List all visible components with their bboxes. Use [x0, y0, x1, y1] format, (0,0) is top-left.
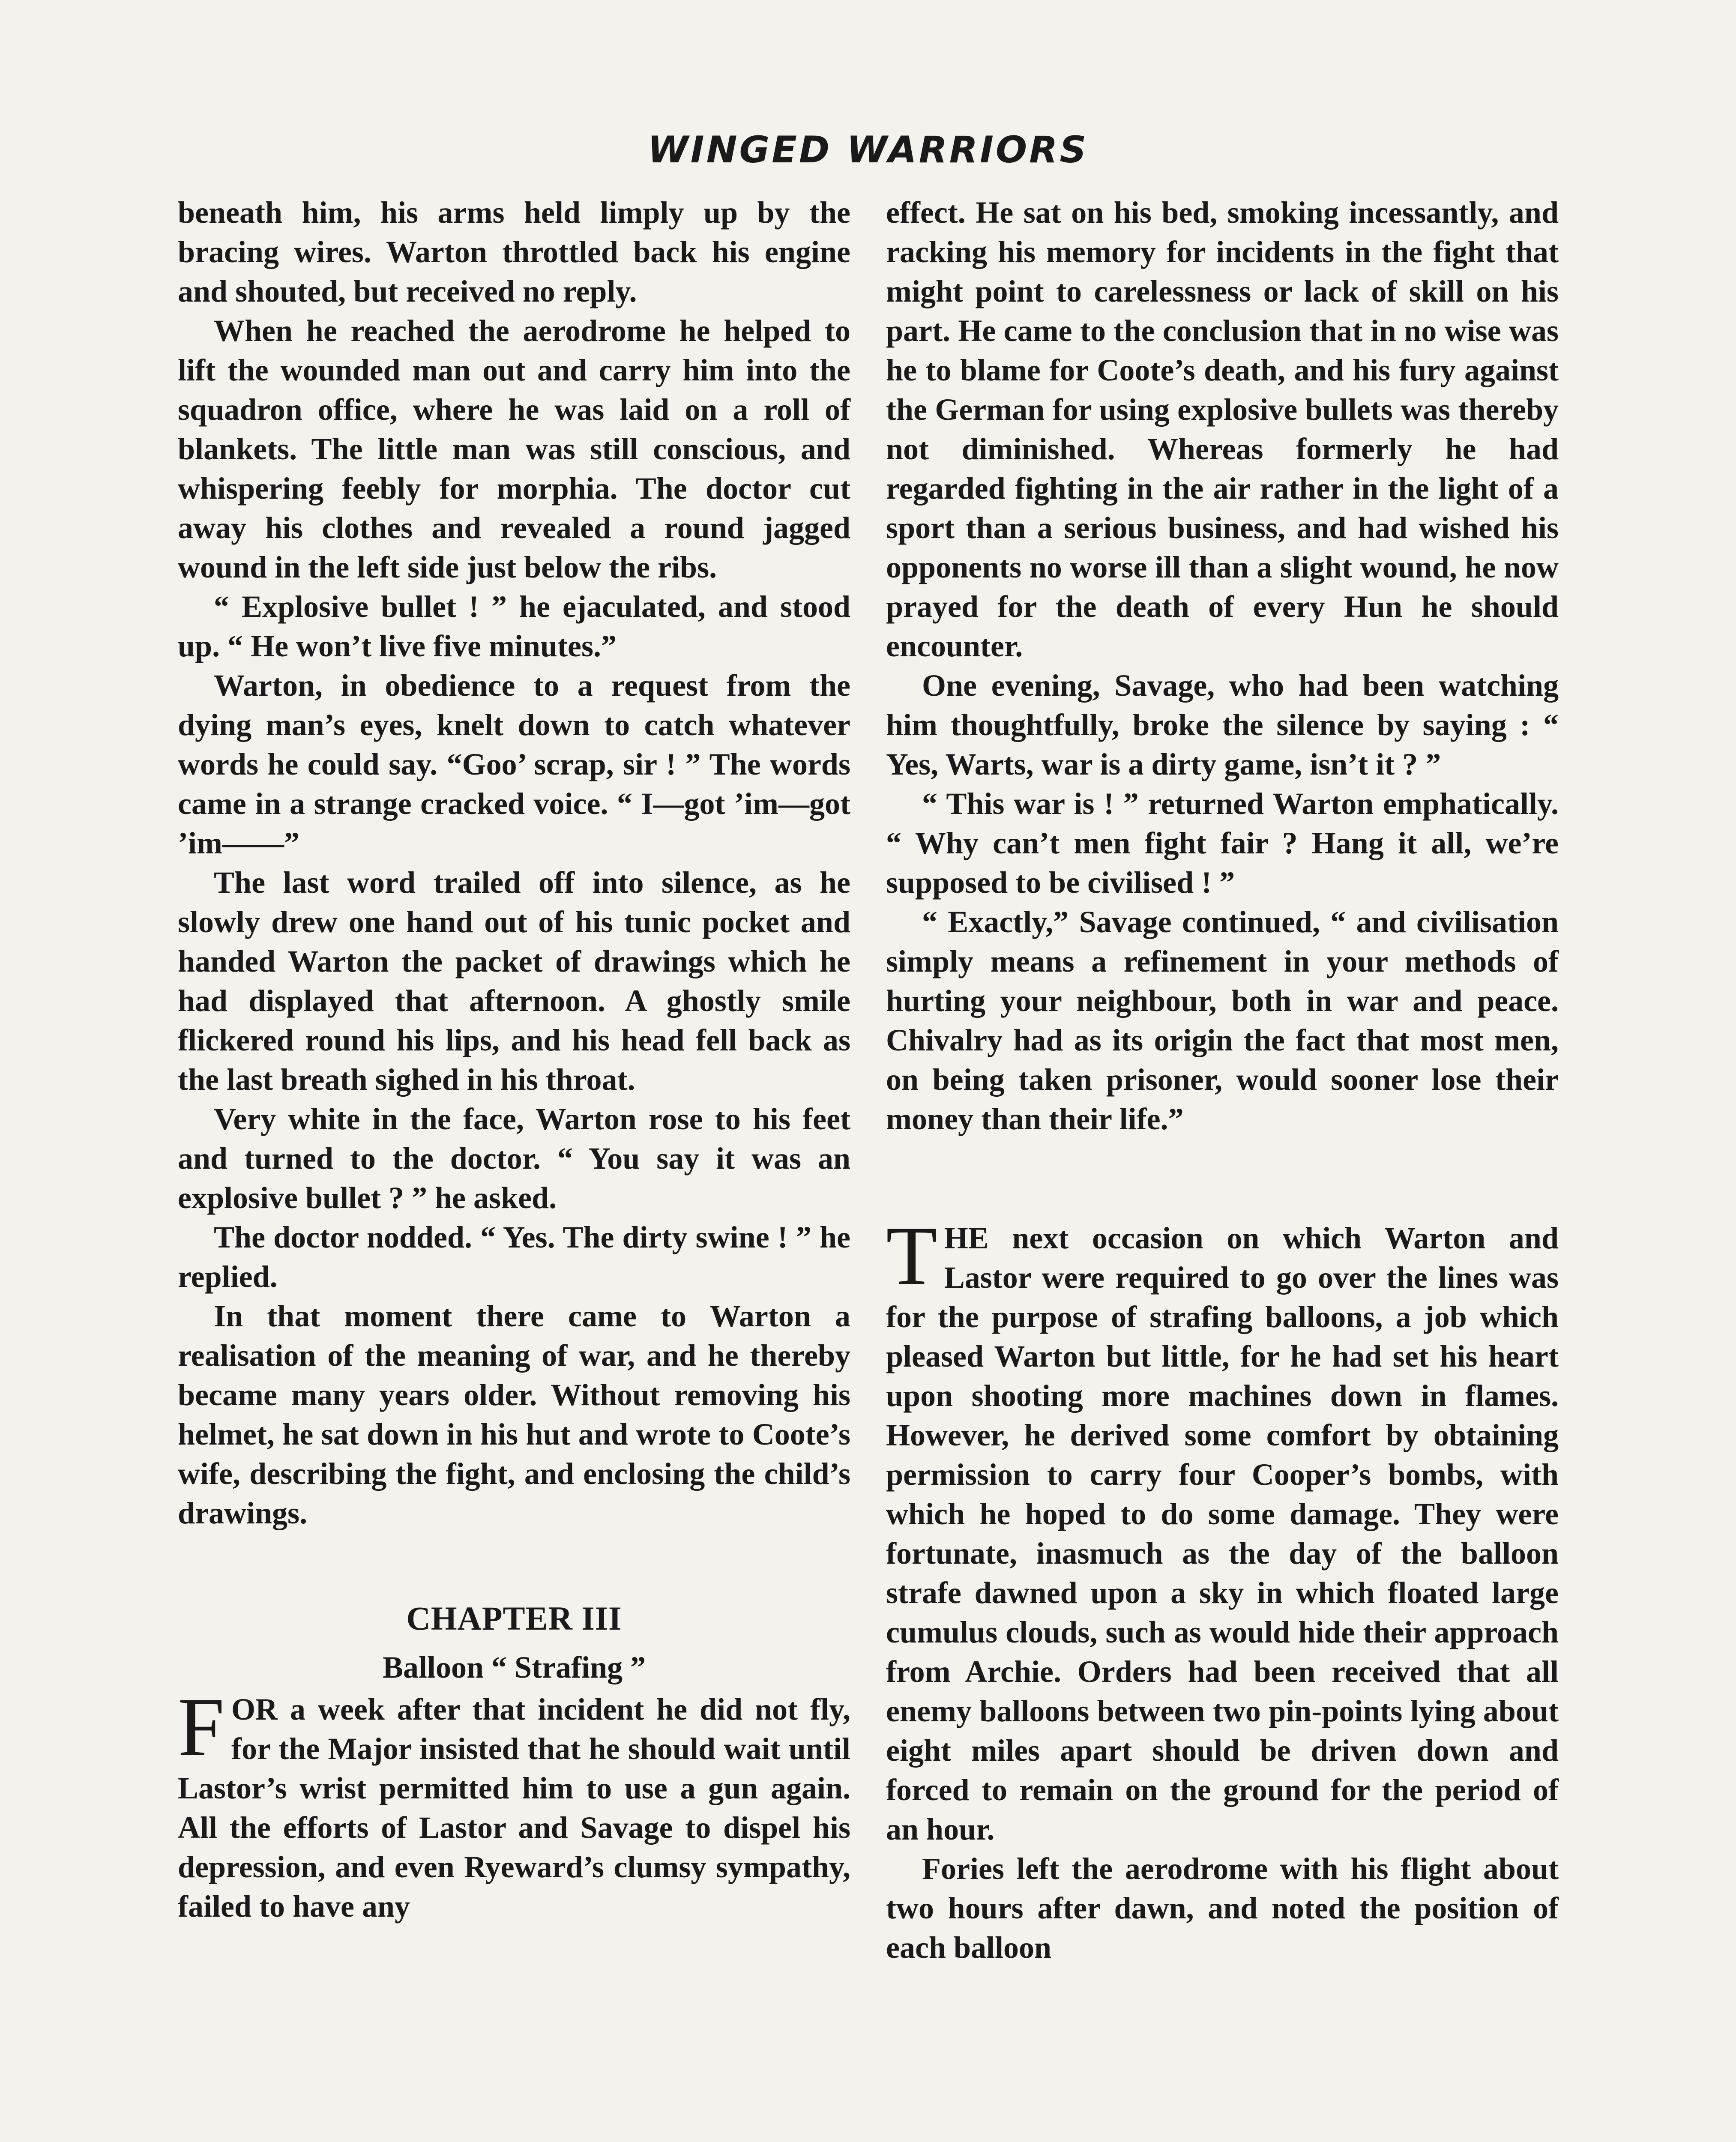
paragraph: “ This war is ! ” returned Warton emphatically. “ Why can’t men fight fair ? Hang it all, we’re supposed to be civilised ! ”	[886, 787, 1559, 900]
paragraph: Very white in the face, Warton rose to his feet and turned to the doctor. “ You say it was an explosive bullet ? ” he asked.	[178, 1102, 850, 1215]
chapter-opening-paragraph	[178, 1681, 850, 1926]
paragraph: The doctor nodded. “ Yes. The dirty swine ! ” he replied.	[178, 1220, 850, 1294]
paragraph: One evening, Savage, who had been watching him thoughtfully, broke the silence by saying : “ Yes, Warts, war is a dirty game, isn’t it ? ”	[886, 668, 1559, 781]
paragraph: Warton, in obedience to a request from the dying man’s eyes, knelt down to catch whatever words he could say. “Goo’ scrap, sir ! ” The words came in a strange cracked voice. “ I—got ’im—got ’im——”	[178, 668, 850, 860]
paragraph: The last word trailed off into silence, as he slowly drew one hand out of his tunic pocket and handed Warton the packet of drawings which he had displayed that afternoon. A ghostly smile flickered round his lips, and his head fell back as the last breath sighed in his throat.	[178, 865, 850, 1097]
drop-cap: F	[178, 1681, 225, 1774]
paragraph: Fories left the aerodrome with his flight about two hours after dawn, and noted the position of each balloon	[886, 1852, 1559, 1965]
running-head: WINGED WARRIORS	[647, 129, 1089, 171]
paragraph-text: HE next occasion on which Warton and Lastor were required to go over the lines was for the purpose of strafing balloons, a job which pleased Warton but little, for he had set his heart upon shooting more machines down in flames. However, he derived some comfort by obtaining permission to carry four Cooper’s bombs, with which he hoped to do some damage. They were fortunate, inasmuch as the day of the balloon strafe dawned upon a sky in which floated large cumulus clouds, such as would hide their approach from Archie. Orders had been received that all enemy balloons between two pin-points lying about eight miles apart should be driven down and forced to remain on the ground for the period of an hour.	[886, 1221, 1559, 1846]
paragraph-text: OR a week after that incident he did not fly, for the Major insisted that he should wait until Lastor’s wrist permitted him to use a gun again. All the efforts of Lastor and Savage to dispel his depression, and even Ryeward’s clumsy sympathy, failed to have any	[178, 1692, 850, 1924]
right-column	[886, 193, 1559, 1967]
section-opening-paragraph	[886, 1209, 1559, 1849]
paragraph: “ Explosive bullet ! ” he ejaculated, and stood up. “ He won’t live five minutes.”	[178, 589, 850, 663]
chapter-subtitle: Balloon “ Strafing ”	[382, 1650, 646, 1684]
chapter-heading: CHAPTER III	[406, 1600, 622, 1637]
paragraph: In that moment there came to Warton a realisation of the meaning of war, and he thereby became many years older. Without removing his helmet, he sat down in his hut and wrote to Coote’s wife, describing the fight, and enclosing the child’s drawings.	[178, 1299, 850, 1530]
paragraph: beneath him, his arms held limply up by the bracing wires. Warton throttled back his engine and shouted, but received no reply.	[178, 195, 850, 308]
left-column	[178, 193, 850, 1926]
paragraph: effect. He sat on his bed, smoking incessantly, and racking his memory for incidents in the fight that might point to carelessness or lack of skill on his part. He came to the conclusion that in no wise was he to blame for Coote’s death, and his fury against the German for using explosive bullets was thereby not diminished. Whereas formerly he had regarded fighting in the air rather in the light of a sport than a serious business, and had wished his opponents no worse ill than a slight wound, he now prayed for the death of every Hun he should encounter.	[886, 195, 1559, 663]
paragraph: “ Exactly,” Savage continued, “ and civilisation simply means a refinement in your methods of hurting your neighbour, both in war and peace. Chivalry had as its origin the fact that most men, on being taken prisoner, would sooner lose their money than their life.”	[886, 905, 1559, 1136]
section-break	[886, 1139, 1559, 1218]
paragraph: When he reached the aerodrome he helped to lift the wounded man out and carry him into the squadron office, where he was laid on a roll of blankets. The little man was still conscious, and whispering feebly for morphia. The doctor cut away his clothes and revealed a round jagged wound in the left side just below the ribs.	[178, 314, 850, 584]
drop-cap: T	[886, 1209, 937, 1302]
